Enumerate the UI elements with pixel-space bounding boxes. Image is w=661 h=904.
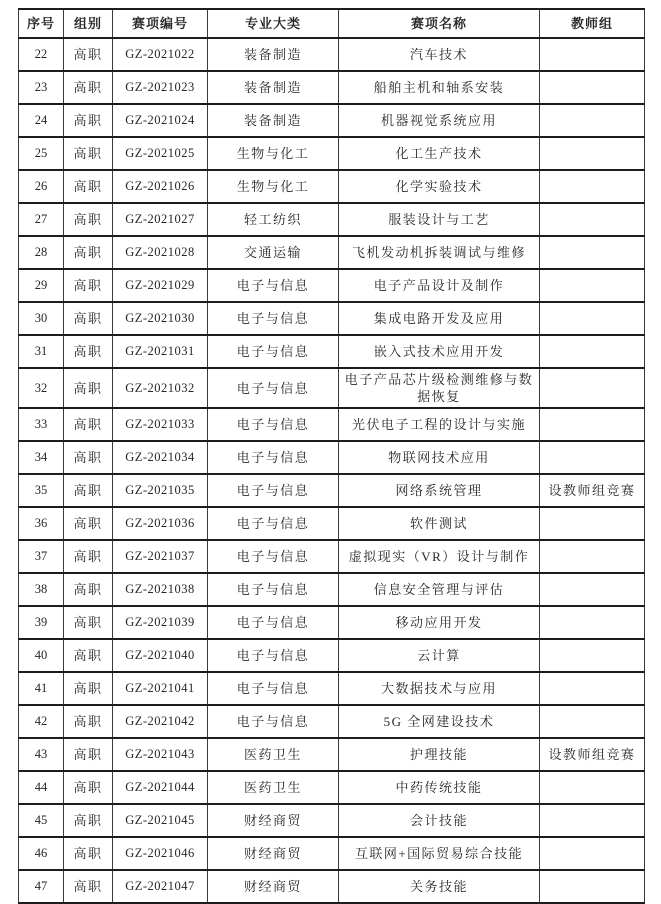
cell-major-category: 财经商贸	[208, 837, 339, 870]
cell-event-code: GZ-2021043	[113, 738, 208, 771]
cell-serial-number: 41	[19, 672, 64, 705]
cell-event-code: GZ-2021031	[113, 335, 208, 368]
cell-group: 高职	[64, 170, 113, 203]
cell-serial-number: 28	[19, 236, 64, 269]
cell-teacher-group	[540, 368, 645, 408]
cell-event-name: 信息安全管理与评估	[339, 573, 540, 606]
cell-major-category: 医药卫生	[208, 738, 339, 771]
cell-teacher-group	[540, 804, 645, 837]
cell-event-name: 5G 全网建设技术	[339, 705, 540, 738]
cell-major-category: 电子与信息	[208, 573, 339, 606]
cell-teacher-group	[540, 236, 645, 269]
cell-event-name: 化工生产技术	[339, 137, 540, 170]
cell-event-code: GZ-2021042	[113, 705, 208, 738]
cell-major-category: 轻工纺织	[208, 203, 339, 236]
table-row	[19, 335, 645, 368]
table-row	[19, 705, 645, 738]
cell-major-category: 电子与信息	[208, 606, 339, 639]
column-header-group: 组别	[64, 9, 113, 38]
cell-major-category: 财经商贸	[208, 804, 339, 837]
cell-teacher-group	[540, 705, 645, 738]
cell-event-name: 电子产品设计及制作	[339, 269, 540, 302]
cell-event-name: 大数据技术与应用	[339, 672, 540, 705]
cell-major-category: 电子与信息	[208, 368, 339, 408]
table-row	[19, 38, 645, 71]
cell-event-code: GZ-2021022	[113, 38, 208, 71]
cell-serial-number: 37	[19, 540, 64, 573]
cell-event-name: 飞机发动机拆装调试与维修	[339, 236, 540, 269]
cell-serial-number: 23	[19, 71, 64, 104]
cell-serial-number: 32	[19, 368, 64, 408]
cell-teacher-group	[540, 137, 645, 170]
cell-event-name: 互联网+国际贸易综合技能	[339, 837, 540, 870]
cell-teacher-group	[540, 203, 645, 236]
cell-teacher-group	[540, 540, 645, 573]
cell-group: 高职	[64, 606, 113, 639]
cell-teacher-group	[540, 104, 645, 137]
cell-event-name: 汽车技术	[339, 38, 540, 71]
cell-teacher-group	[540, 639, 645, 672]
cell-group: 高职	[64, 738, 113, 771]
cell-teacher-group	[540, 507, 645, 540]
cell-event-code: GZ-2021030	[113, 302, 208, 335]
table-row	[19, 170, 645, 203]
cell-major-category: 生物与化工	[208, 170, 339, 203]
cell-teacher-group	[540, 335, 645, 368]
cell-event-name: 云计算	[339, 639, 540, 672]
cell-teacher-group	[540, 573, 645, 606]
cell-major-category: 装备制造	[208, 104, 339, 137]
cell-group: 高职	[64, 203, 113, 236]
table-body	[19, 38, 645, 903]
cell-event-name: 移动应用开发	[339, 606, 540, 639]
cell-serial-number: 24	[19, 104, 64, 137]
cell-major-category: 装备制造	[208, 38, 339, 71]
cell-major-category: 电子与信息	[208, 269, 339, 302]
cell-group: 高职	[64, 804, 113, 837]
cell-serial-number: 47	[19, 870, 64, 903]
cell-teacher-group	[540, 302, 645, 335]
cell-teacher-group	[540, 408, 645, 441]
cell-major-category: 电子与信息	[208, 672, 339, 705]
cell-teacher-group	[540, 269, 645, 302]
cell-teacher-group: 设教师组竞赛	[540, 738, 645, 771]
cell-event-code: GZ-2021037	[113, 540, 208, 573]
table-row	[19, 104, 645, 137]
cell-serial-number: 46	[19, 837, 64, 870]
cell-group: 高职	[64, 335, 113, 368]
cell-teacher-group	[540, 771, 645, 804]
table-row	[19, 672, 645, 705]
cell-serial-number: 42	[19, 705, 64, 738]
cell-serial-number: 26	[19, 170, 64, 203]
cell-major-category: 电子与信息	[208, 302, 339, 335]
cell-event-name: 关务技能	[339, 870, 540, 903]
cell-group: 高职	[64, 507, 113, 540]
cell-group: 高职	[64, 236, 113, 269]
table-row	[19, 236, 645, 269]
cell-teacher-group: 设教师组竞赛	[540, 474, 645, 507]
cell-event-name: 护理技能	[339, 738, 540, 771]
cell-teacher-group	[540, 672, 645, 705]
cell-event-code: GZ-2021045	[113, 804, 208, 837]
cell-event-name: 网络系统管理	[339, 474, 540, 507]
table-row	[19, 540, 645, 573]
cell-group: 高职	[64, 269, 113, 302]
column-header-event-name: 赛项名称	[339, 9, 540, 38]
cell-group: 高职	[64, 540, 113, 573]
table-row	[19, 837, 645, 870]
cell-event-name: 虚拟现实（VR）设计与制作	[339, 540, 540, 573]
cell-event-name: 软件测试	[339, 507, 540, 540]
table-row	[19, 269, 645, 302]
cell-major-category: 电子与信息	[208, 507, 339, 540]
table-row	[19, 441, 645, 474]
cell-group: 高职	[64, 870, 113, 903]
cell-event-code: GZ-2021025	[113, 137, 208, 170]
cell-group: 高职	[64, 104, 113, 137]
table-row	[19, 137, 645, 170]
cell-group: 高职	[64, 672, 113, 705]
cell-event-code: GZ-2021038	[113, 573, 208, 606]
cell-event-code: GZ-2021046	[113, 837, 208, 870]
cell-major-category: 电子与信息	[208, 408, 339, 441]
cell-serial-number: 35	[19, 474, 64, 507]
table-row	[19, 870, 645, 903]
cell-group: 高职	[64, 837, 113, 870]
cell-major-category: 财经商贸	[208, 870, 339, 903]
cell-teacher-group	[540, 38, 645, 71]
cell-event-code: GZ-2021029	[113, 269, 208, 302]
cell-group: 高职	[64, 368, 113, 408]
cell-event-code: GZ-2021034	[113, 441, 208, 474]
cell-major-category: 装备制造	[208, 71, 339, 104]
cell-event-code: GZ-2021035	[113, 474, 208, 507]
cell-teacher-group	[540, 837, 645, 870]
cell-serial-number: 22	[19, 38, 64, 71]
cell-serial-number: 31	[19, 335, 64, 368]
table-row	[19, 606, 645, 639]
cell-event-code: GZ-2021047	[113, 870, 208, 903]
cell-major-category: 电子与信息	[208, 705, 339, 738]
cell-serial-number: 45	[19, 804, 64, 837]
cell-event-name: 机器视觉系统应用	[339, 104, 540, 137]
cell-major-category: 医药卫生	[208, 771, 339, 804]
cell-event-code: GZ-2021027	[113, 203, 208, 236]
cell-group: 高职	[64, 705, 113, 738]
cell-event-name: 嵌入式技术应用开发	[339, 335, 540, 368]
cell-serial-number: 44	[19, 771, 64, 804]
cell-event-name: 中药传统技能	[339, 771, 540, 804]
cell-group: 高职	[64, 302, 113, 335]
table-row	[19, 203, 645, 236]
table-header	[19, 9, 645, 38]
cell-event-code: GZ-2021033	[113, 408, 208, 441]
table-row	[19, 738, 645, 771]
cell-serial-number: 40	[19, 639, 64, 672]
table-row	[19, 507, 645, 540]
cell-teacher-group	[540, 71, 645, 104]
cell-event-code: GZ-2021026	[113, 170, 208, 203]
cell-serial-number: 36	[19, 507, 64, 540]
table-row	[19, 804, 645, 837]
cell-major-category: 电子与信息	[208, 639, 339, 672]
table-row	[19, 474, 645, 507]
cell-group: 高职	[64, 137, 113, 170]
cell-group: 高职	[64, 573, 113, 606]
cell-event-name: 会计技能	[339, 804, 540, 837]
competition-events-table	[18, 8, 645, 904]
cell-event-name: 化学实验技术	[339, 170, 540, 203]
cell-event-code: GZ-2021044	[113, 771, 208, 804]
cell-serial-number: 34	[19, 441, 64, 474]
cell-major-category: 电子与信息	[208, 335, 339, 368]
table-row	[19, 71, 645, 104]
cell-teacher-group	[540, 170, 645, 203]
cell-teacher-group	[540, 870, 645, 903]
cell-major-category: 交通运输	[208, 236, 339, 269]
table-row	[19, 368, 645, 408]
header-row	[19, 9, 645, 38]
cell-serial-number: 39	[19, 606, 64, 639]
cell-event-name: 电子产品芯片级检测维修与数据恢复	[339, 368, 540, 408]
cell-major-category: 电子与信息	[208, 441, 339, 474]
cell-event-name: 光伏电子工程的设计与实施	[339, 408, 540, 441]
cell-event-code: GZ-2021023	[113, 71, 208, 104]
cell-major-category: 电子与信息	[208, 540, 339, 573]
cell-serial-number: 29	[19, 269, 64, 302]
cell-event-name: 船舶主机和轴系安装	[339, 71, 540, 104]
cell-group: 高职	[64, 639, 113, 672]
cell-serial-number: 43	[19, 738, 64, 771]
table-row	[19, 639, 645, 672]
cell-group: 高职	[64, 441, 113, 474]
cell-event-code: GZ-2021024	[113, 104, 208, 137]
table-row	[19, 573, 645, 606]
cell-teacher-group	[540, 606, 645, 639]
cell-group: 高职	[64, 71, 113, 104]
cell-group: 高职	[64, 474, 113, 507]
cell-event-name: 物联网技术应用	[339, 441, 540, 474]
cell-event-code: GZ-2021028	[113, 236, 208, 269]
table-row	[19, 302, 645, 335]
cell-major-category: 电子与信息	[208, 474, 339, 507]
column-header-event-code: 赛项编号	[113, 9, 208, 38]
cell-serial-number: 25	[19, 137, 64, 170]
column-header-major-category: 专业大类	[208, 9, 339, 38]
cell-group: 高职	[64, 38, 113, 71]
cell-major-category: 生物与化工	[208, 137, 339, 170]
table-row	[19, 771, 645, 804]
cell-group: 高职	[64, 408, 113, 441]
cell-serial-number: 30	[19, 302, 64, 335]
cell-teacher-group	[540, 441, 645, 474]
cell-event-name: 集成电路开发及应用	[339, 302, 540, 335]
cell-event-code: GZ-2021041	[113, 672, 208, 705]
cell-serial-number: 38	[19, 573, 64, 606]
cell-event-code: GZ-2021032	[113, 368, 208, 408]
cell-event-name: 服装设计与工艺	[339, 203, 540, 236]
cell-serial-number: 33	[19, 408, 64, 441]
cell-event-code: GZ-2021036	[113, 507, 208, 540]
cell-event-code: GZ-2021040	[113, 639, 208, 672]
cell-group: 高职	[64, 771, 113, 804]
cell-event-code: GZ-2021039	[113, 606, 208, 639]
column-header-serial-number: 序号	[19, 9, 64, 38]
column-header-teacher-group: 教师组	[540, 9, 645, 38]
cell-serial-number: 27	[19, 203, 64, 236]
table-row	[19, 408, 645, 441]
